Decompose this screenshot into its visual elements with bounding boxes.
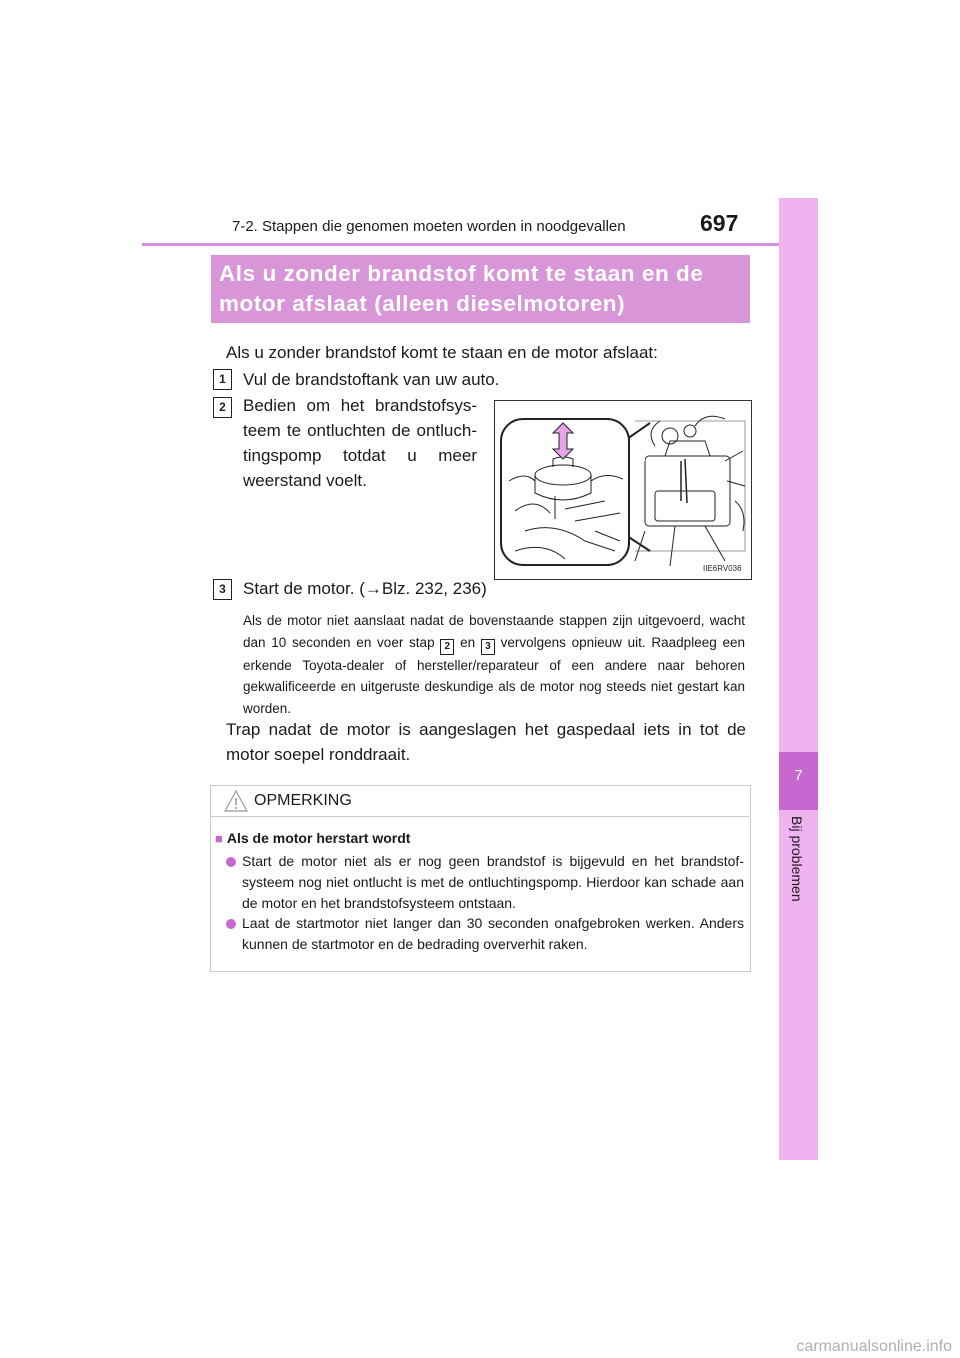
engine-bay-drawing	[495, 401, 751, 579]
step-2-text	[243, 393, 477, 493]
notice-subheading	[215, 830, 410, 846]
notice-item	[228, 851, 744, 914]
step-2-line-1: Bedien om het brandstofsys-	[243, 396, 477, 415]
intro-text: Als u zonder brandstof komt te staan en de motor afslaat:	[226, 343, 658, 362]
notice-divider	[211, 816, 749, 817]
notice-item	[228, 913, 744, 955]
notice-item-text: Laat de startmotor niet langer dan 30 seconden onafgebroken werken. Anders kunnen de startmotor en de bedrading oververhit raken.	[242, 915, 744, 952]
step-2-line-3: tingspomp totdat u meer	[243, 446, 477, 465]
engine-bay-illustration	[494, 400, 752, 580]
section-title-line-2: motor afslaat (alleen dieselmotoren)	[219, 291, 626, 316]
header-divider	[142, 243, 818, 246]
final-instruction: Trap nadat de motor is aangeslagen het gaspedaal iets in tot de motor soepel ronddraait.	[226, 720, 746, 764]
bullet-dot-icon	[226, 919, 236, 929]
notice-item-text: Start de motor niet als er nog geen brandstof is bijgevuld en het brandstof-systeem nog niet ontlucht is met de ontluchtingspomp. Hierdoor kan schade aan de motor en het brandstofsysteem ontstaan.	[242, 853, 744, 911]
note-step-ref-2: 2	[440, 639, 454, 655]
step-1-text: Vul de brandstoftank van uw auto.	[243, 370, 500, 389]
page-number: 697	[700, 210, 739, 236]
bullet-dot-icon	[226, 857, 236, 867]
square-bullet-icon: ■	[215, 831, 223, 846]
chapter-label: Bij problemen	[789, 816, 805, 902]
step-1-badge: 1	[213, 369, 232, 390]
step-2-badge: 2	[213, 397, 232, 418]
note-step-ref-3: 3	[481, 639, 495, 655]
watermark: carmanualsonline.info	[796, 1338, 952, 1355]
note-text-1: Als de motor niet aanslaat nadat de bovenstaande stappen zijn uitgevoerd, wacht dan 10 seconden en voer stap	[243, 613, 745, 650]
restart-note	[243, 610, 745, 719]
step-2-line-2: teem te ontluchten de ontluch-	[243, 421, 477, 440]
note-text-mid: en	[460, 634, 476, 650]
chapter-number: 7	[794, 767, 803, 784]
step-3-badge: 3	[213, 579, 232, 600]
notice-subheading-text: Als de motor herstart wordt	[226, 830, 411, 846]
section-title-line-1: Als u zonder brandstof komt te staan en de	[219, 261, 704, 286]
warning-triangle-icon	[224, 790, 248, 817]
header-section-title: 7-2. Stappen die genomen moeten worden in noodgevallen	[232, 218, 626, 235]
step-3-text: Start de motor. (→Blz. 232, 236)	[243, 579, 487, 598]
section-title	[219, 259, 749, 319]
note-text-2: vervolgens opnieuw uit. Raadpleeg een erkende Toyota-dealer of hersteller/reparateur of een andere naar behoren gekwalificeerde en uitgeruste deskundige als de motor nog steeds niet gestart kan worden.	[243, 634, 745, 716]
notice-label: OPMERKING	[254, 792, 352, 809]
side-tab	[779, 198, 818, 1160]
step-2-line-4: weerstand voelt.	[243, 471, 367, 490]
illustration-code: IIE6RV036	[703, 564, 742, 573]
